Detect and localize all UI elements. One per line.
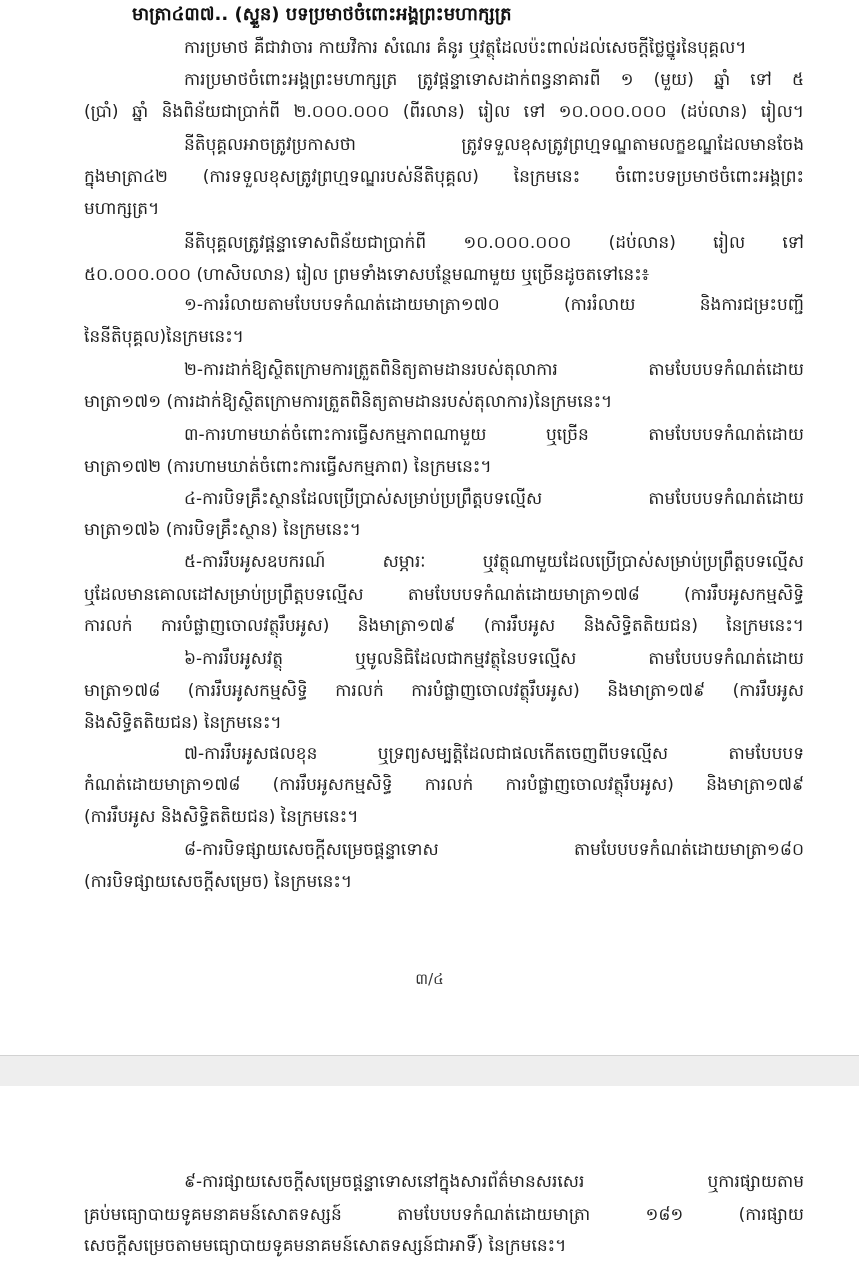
paragraph-line: (ប្រាំ) ឆ្នាំ និងពិន័យជាប្រាក់ពី ២.០០០.០០០ (ពីរលាន) រៀល ទៅ ១០.០០០.០០០ (ដប់លាន) រៀល។	[84, 102, 804, 122]
list-item-line: កំណត់ដោយមាត្រា១៧៨ (ការរឹបអូសកម្មសិទ្ធិ ការលក់ ការបំផ្លាញចោលវត្ថុរឹបអូស) និងមាត្រា១៧៩	[84, 775, 804, 795]
list-item-line: មាត្រា១៧១ (ការដាក់ឱ្យស្ថិតក្រោមការត្រួតពិនិត្យតាមដានរបស់តុលាការ)នៃក្រមនេះ។	[84, 392, 613, 412]
list-item-line: ការលក់ ការបំផ្លាញចោលវត្ថុរឹបអូស) និងមាត្រា១៧៩ (ការរឹបអូស និងសិទ្ធិតតិយជន) នៃក្រមនេះ។	[84, 616, 804, 636]
article-heading: មាត្រា៤៣៧.. (ស្ទួន) បទប្រមាថចំពោះអង្គព្រះមហាក្សត្រ	[132, 4, 512, 25]
paragraph-line: ក្នុងមាត្រា៤២ (ការទទួលខុសត្រូវព្រហ្មទណ្ឌរបស់នីតិបុគ្គល) នៃក្រមនេះ ចំពោះបទប្រមាថចំពោះអង្គព្រះ	[84, 167, 804, 187]
list-item-line: គ្រប់មធ្យោបាយទូគមនាគមន៍សោតទស្សន៍ តាមបែបបទកំណត់ដោយមាត្រា ១៨១ (ការផ្សាយ	[84, 1205, 804, 1225]
document-page-2	[0, 1086, 859, 1280]
page-number: ៣/៤	[415, 970, 444, 988]
list-item-line: ៩-ការផ្សាយសេចក្ដីសម្រេចផ្ដន្ទាទោសនៅក្នុងសារព័ត៌មានសរសេរ ឬការផ្សាយតាម	[184, 1172, 804, 1192]
paragraph-line: នីតិបុគ្គលអាចត្រូវប្រកាសថា ត្រូវទទួលខុសត្រូវព្រហ្មទណ្ឌតាមលក្ខខណ្ឌដែលមានចែង	[184, 135, 804, 155]
list-item-line: មាត្រា១៧២ (ការហាមឃាត់ចំពោះការធ្វើសកម្មភាព) នៃក្រមនេះ។	[84, 457, 492, 477]
list-item-line: ៨-ការបិទផ្សាយសេចក្ដីសម្រេចផ្ដន្ទាទោស តាមបែបបទកំណត់ដោយមាត្រា១៨០	[184, 840, 804, 860]
list-item-line: ៣-ការហាមឃាត់ចំពោះការធ្វើសកម្មភាពណាមួយ ឬច្រើន តាមបែបបទកំណត់ដោយ	[184, 425, 804, 445]
list-item-line: ១-ការរំលាយតាមបែបបទកំណត់ដោយមាត្រា១៧០ (ការរំលាយ និងការជម្រះបញ្ជី	[184, 295, 804, 315]
list-item-line: (ការរឹបអូស និងសិទ្ធិតតិយជន) នៃក្រមនេះ។	[84, 807, 359, 827]
list-item-line: ៤-ការបិទគ្រឹះស្ថានដែលប្រើប្រាស់សម្រាប់ប្រព្រឹត្តបទល្មើស តាមបែបបទកំណត់ដោយ	[184, 489, 804, 509]
list-item-line: និងសិទ្ធិតតិយជន) នៃក្រមនេះ។	[84, 713, 282, 733]
page-separator	[0, 1055, 859, 1087]
list-item-line: ៦-ការរឹបអូសវត្ថុ ឬមូលនិធិដែលជាកម្មវត្ថុនៃបទល្មើស តាមបែបបទកំណត់ដោយ	[184, 649, 804, 669]
paragraph-line: មហាក្សត្រ។	[84, 199, 160, 219]
paragraph-line: នីតិបុគ្គលត្រូវផ្ដន្ទាទោសពិន័យជាប្រាក់ពី ១០.០០០.០០០ (ដប់លាន) រៀល ទៅ	[184, 233, 804, 253]
list-item-line: នៃនីតិបុគ្គល)នៃក្រមនេះ។	[84, 327, 244, 347]
paragraph-line: ការប្រមាថចំពោះអង្គព្រះមហាក្សត្រ ត្រូវផ្ដន្ទាទោសដាក់ពន្ធនាគារពី ១ (មួយ) ឆ្នាំ ទៅ ៥	[184, 70, 804, 90]
list-item-line: មាត្រា១៧៦ (ការបិទគ្រឹះស្ថាន) នៃក្រមនេះ។	[84, 520, 361, 540]
list-item-line: (ការបិទផ្សាយសេចក្ដីសម្រេច) នៃក្រមនេះ។	[84, 872, 353, 892]
list-item-line: សេចក្ដីសម្រេចតាមមធ្យោបាយទូគមនាគមន៍សោតទស្សន៍ជាអាទិ៍) នៃក្រមនេះ។	[84, 1236, 567, 1256]
list-item-line: មាត្រា១៧៨ (ការរឹបអូសកម្មសិទ្ធិ ការលក់ ការបំផ្លាញចោលវត្ថុរឹបអូស) និងមាត្រា១៧៩ (ការរឹបអូស	[84, 681, 804, 701]
list-item-line: ៥-ការរឹបអូសឧបករណ៍ សម្ភារៈ ឬវត្ថុណាមួយដែលប្រើប្រាស់សម្រាប់ប្រព្រឹត្តបទល្មើស	[184, 552, 804, 572]
list-item-line: ៧-ការរឹបអូសផលខុន ឬទ្រព្យសម្បត្តិដែលជាផលកើតចេញពីបទល្មើស តាមបែបបទ	[184, 744, 804, 764]
paragraph-line: ការប្រមាថ គឺជាវាចារ កាយវិការ សំណេរ គំនូរ ឬវត្ថុដែលប៉ះពាល់ដល់សេចក្ដីថ្លៃថ្នូរនៃបុគ្គល។	[184, 38, 747, 58]
paragraph-line: ៥០.០០០.០០០ (ហាសិបលាន) រៀល ព្រមទាំងទោសបន្ថែមណាមួយ ឬច្រើនដូចតទៅនេះ៖	[84, 265, 650, 285]
list-item-line: ឬដែលមានគោលដៅសម្រាប់ប្រព្រឹត្តបទល្មើស តាមបែបបទកំណត់ដោយមាត្រា១៧៨ (ការរឹបអូសកម្មសិទ្ធិ	[84, 585, 804, 605]
list-item-line: ២-ការដាក់ឱ្យស្ថិតក្រោមការត្រួតពិនិត្យតាមដានរបស់តុលាការ តាមបែបបទកំណត់ដោយ	[184, 360, 804, 380]
